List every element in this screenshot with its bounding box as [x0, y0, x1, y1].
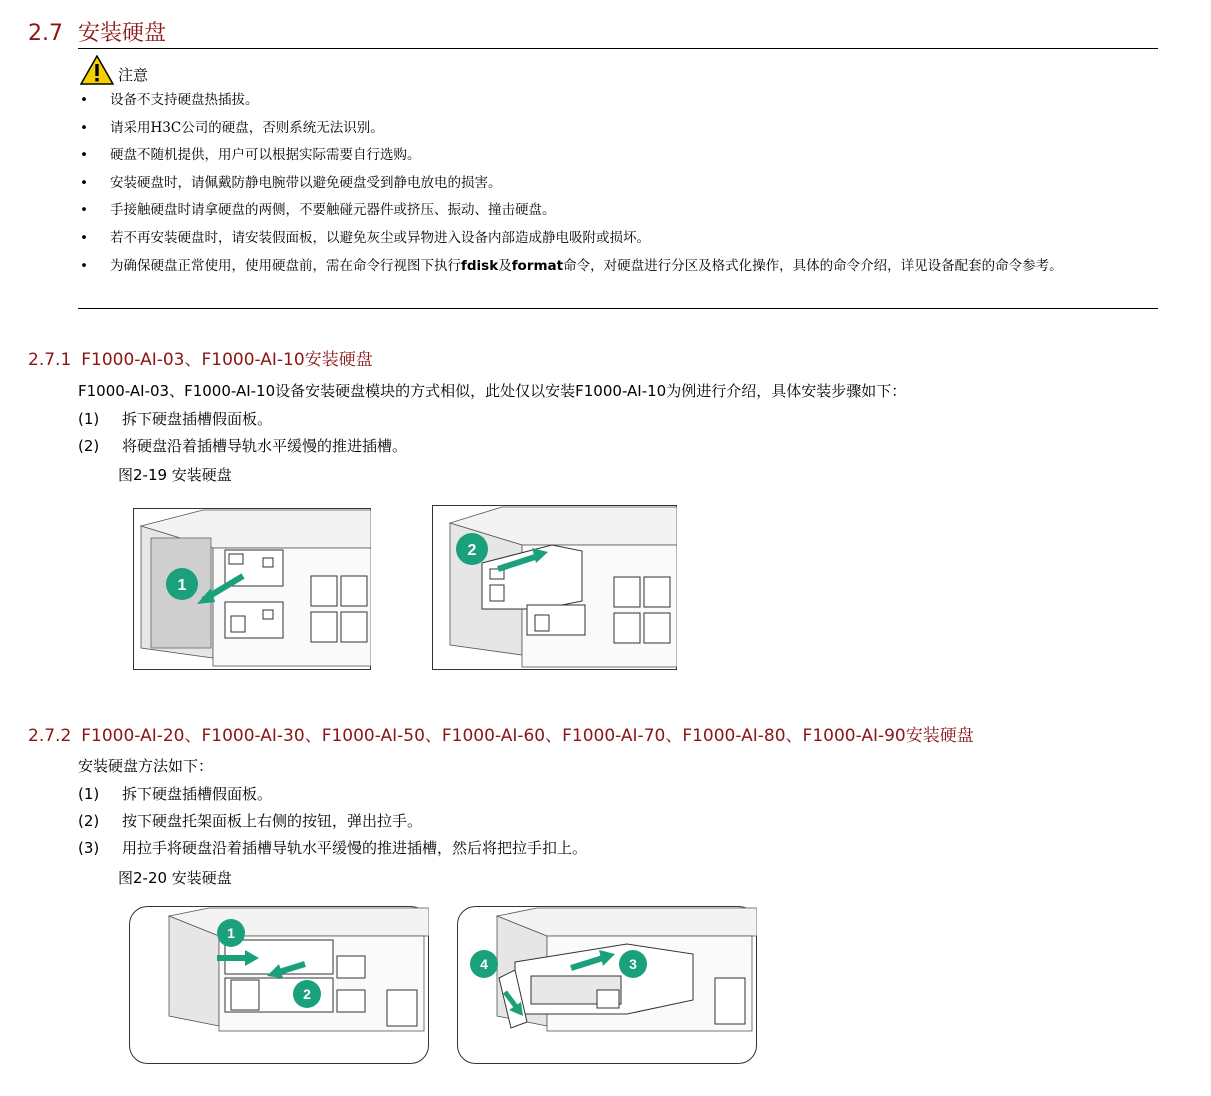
caution-box [80, 54, 148, 85]
note-item: • 硬盘不随机提供，用户可以根据实际需要自行选购。 [78, 143, 1158, 167]
note-item: • 手接触硬盘时请拿硬盘的两侧，不要触碰元器件或挤压、振动、撞击硬盘。 [78, 198, 1158, 222]
figure-remove-blank-panel [133, 508, 371, 670]
figure-eject-handle [129, 906, 429, 1064]
section-title: 安装硬盘 [78, 21, 167, 46]
step-number: (1) [78, 410, 100, 428]
caution-label: 注意 [118, 66, 149, 84]
subsection-number: 2.7.2 [28, 726, 72, 746]
step-number: (3) [78, 839, 100, 857]
step-text: 拆下硬盘插槽假面板。 [122, 410, 273, 428]
step-text: 按下硬盘托架面板上右侧的按钮，弹出拉手。 [122, 812, 423, 830]
caution-bottom-rule [78, 308, 1158, 309]
subsection-title: F1000-AI-20、F1000-AI-30、F1000-AI-50、F1000-AI-60、F1000-AI-70、F1000-AI-80、F1000-AI-90安装硬盘 [81, 726, 974, 746]
callout-2: 2 [467, 542, 477, 559]
warning-triangle-icon [80, 55, 114, 85]
callout-4: 4 [480, 956, 488, 972]
step-number: (2) [78, 437, 100, 455]
step-text: 用拉手将硬盘沿着插槽导轨水平缓慢的推进插槽，然后将把拉手扣上。 [122, 839, 588, 857]
note-item-commands [78, 254, 1158, 278]
step-item [78, 810, 422, 831]
subsection-title: F1000-AI-03、F1000-AI-10安装硬盘 [81, 350, 373, 370]
note-text: 命令，对硬盘进行分区及格式化操作，具体的命令介绍，详见设备配套的命令参考。 [563, 257, 1063, 274]
figure-insert-disk [432, 505, 677, 670]
subsection-number: 2.7.1 [28, 350, 72, 370]
step-item [78, 783, 272, 804]
subsection-heading-2 [28, 721, 974, 746]
note-item: • 设备不支持硬盘热插拔。 [78, 88, 1158, 112]
step-text: 将硬盘沿着插槽导轨水平缓慢的推进插槽。 [122, 437, 408, 455]
command-format: format [511, 257, 564, 274]
callout-1: 1 [227, 925, 235, 941]
section-number: 2.7 [28, 21, 63, 46]
note-item: • 请采用H3C公司的硬盘，否则系统无法识别。 [78, 116, 1158, 140]
callout-2: 2 [303, 986, 311, 1002]
note-text: 为确保硬盘正常使用，使用硬盘前，需在命令行视图下执行 [110, 257, 461, 274]
figure-caption: 图2-20 安装硬盘 [118, 869, 232, 887]
step-item [78, 408, 272, 429]
step-text: 拆下硬盘插槽假面板。 [122, 785, 273, 803]
callout-1: 1 [177, 577, 187, 594]
figure-insert-and-lock [457, 906, 757, 1064]
command-fdisk: fdisk [461, 257, 499, 274]
callout-3: 3 [629, 956, 637, 972]
step-item [78, 435, 407, 456]
note-item: • 安装硬盘时，请佩戴防静电腕带以避免硬盘受到静电放电的损害。 [78, 171, 1158, 195]
caution-notes [78, 88, 1158, 281]
caution-top-rule [78, 48, 1158, 49]
section-heading [28, 16, 166, 47]
subsection-intro: F1000-AI-03、F1000-AI-10设备安装硬盘模块的方式相似，此处仅以安装F1000-AI-10为例进行介绍，具体安装步骤如下： [78, 382, 907, 400]
note-item: • 若不再安装硬盘时，请安装假面板，以避免灰尘或异物进入设备内部造成静电吸附或损坏。 [78, 226, 1158, 250]
step-number: (1) [78, 785, 100, 803]
figure-caption: 图2-19 安装硬盘 [118, 466, 232, 484]
subsection-intro: 安装硬盘方法如下： [78, 757, 214, 775]
subsection-heading-1 [28, 345, 373, 370]
step-item [78, 837, 587, 858]
step-number: (2) [78, 812, 100, 830]
note-text: 及 [498, 257, 512, 274]
